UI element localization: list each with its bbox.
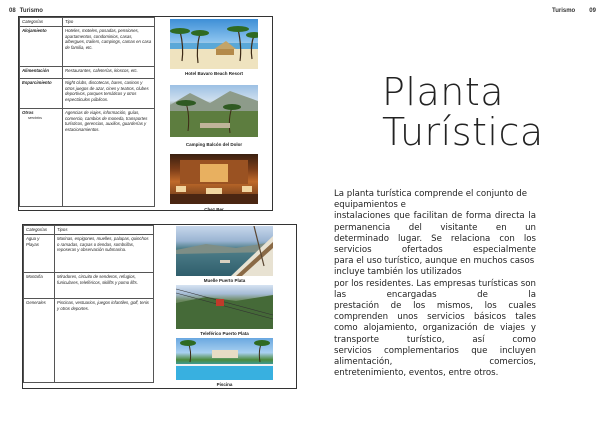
- cable-car-photo: [176, 285, 273, 329]
- body-line: prestación de los mismos, los cuales comprenden unos servicios básicos tales: [334, 301, 536, 323]
- restaurant-photo: [170, 154, 258, 204]
- category-types: Night clubs, discotecas, bares, casinos y otros juegos de azar, cines y teatros, clubes deportivos, parques temáticos y otros espectáculos públicos.: [63, 79, 155, 109]
- body-paragraph: [334, 189, 536, 379]
- page-title: [382, 72, 544, 152]
- category-name: Montaña: [24, 273, 55, 299]
- table1-header-cat: Categorías: [20, 18, 63, 27]
- body-line: entretenimiento, eventos, entre otros.: [334, 368, 499, 379]
- beach-resort-photo: [170, 19, 258, 69]
- page-header-left: [9, 8, 43, 14]
- table-row: [20, 109, 155, 207]
- page-header-right: [552, 8, 596, 14]
- table-row: [20, 67, 155, 79]
- category-name: Generales: [24, 299, 55, 383]
- table-row: [20, 27, 155, 67]
- body-line: para el uso turístico, aunque en muchos casos incluye también los utilizados: [334, 256, 535, 278]
- category-types: Restaurantes, cafeterías, kioscos, etc.: [63, 67, 155, 79]
- title-line-1: Planta: [382, 70, 505, 114]
- table-row: [24, 273, 154, 299]
- photo-caption: Muelle Puerto Plata: [203, 278, 246, 283]
- photo-caption: Piscina: [216, 382, 233, 387]
- body-line: como alojamiento, organización de viajes y transporte turístico, así como: [334, 323, 536, 345]
- category-name: Alojamiento: [22, 28, 47, 33]
- photo-caption: Hotel Bavaro Beach Resort: [184, 71, 244, 76]
- category-types: Hoteles, moteles, posadas, pensiones, apartamentos, condominios, casas, albergues, trailers, campings, camas en casa de familia, etc.: [63, 27, 155, 67]
- table-planta-natural: [23, 225, 154, 383]
- category-types: Marinas, espigones, muelles, palapas, quinchos o ramadas, carpas o tiendas, sombrillas, reposeras y observación submarina.: [55, 235, 154, 273]
- header-label-right: Turismo: [552, 8, 576, 14]
- table-row: [24, 299, 154, 383]
- table2-header-tipo: Tipos: [55, 226, 154, 235]
- category-types: Piscinas, vestuarios, juegos infantiles, golf, tenis y otros deportes.: [55, 299, 154, 383]
- category-name: Esparcimiento: [22, 80, 52, 85]
- category-types: Agencias de viajes, información, guías, comercio, cambios de moneda, transportes turísticos, gerencias, auxilios, guarderías y estacionamientos.: [63, 109, 155, 207]
- category-subname: servicios: [28, 115, 42, 120]
- table-row: [20, 79, 155, 109]
- table-row: [24, 235, 154, 273]
- pier-photo: [176, 226, 273, 276]
- category-name: Agua y Playas: [24, 235, 55, 273]
- body-line: La planta turística comprende el conjunto de equipamientos e: [334, 189, 527, 211]
- camping-photo: [170, 85, 258, 137]
- category-name: Otros: [22, 110, 34, 115]
- photo-caption: Teleférico Puerto Plata: [200, 331, 249, 336]
- table-planta-basica: [19, 17, 155, 207]
- page-number-right: 09: [589, 8, 596, 14]
- pool-photo: [176, 338, 273, 380]
- table1-header-tipo: Tipo: [63, 18, 155, 27]
- photo-caption: Chez Ber: [204, 207, 224, 212]
- header-label-left: Turismo: [19, 8, 43, 14]
- page-number-left: 08: [9, 8, 16, 14]
- body-line: por los residentes. Las empresas turísticas son las encargadas de la: [334, 278, 536, 300]
- body-line: determinado lugar. Se relaciona con los servicios ofertados especialmente: [334, 233, 536, 256]
- body-line: instalaciones que facilitan de forma directa la permanencia del visitante en un: [334, 211, 536, 233]
- title-line-2: Turística: [382, 110, 544, 154]
- table2-header-cat: Categorías: [24, 226, 55, 235]
- category-name: Alimentación: [22, 68, 49, 73]
- photo-caption: Camping Balcón del Dolor: [185, 142, 243, 147]
- category-types: Miradores, circuito de senderos, refugios, funiculares, teleféricos, skilifts y pomo lifts.: [55, 273, 154, 299]
- body-line: servicios complementarios que incluyen alimentación, comercios,: [334, 345, 536, 368]
